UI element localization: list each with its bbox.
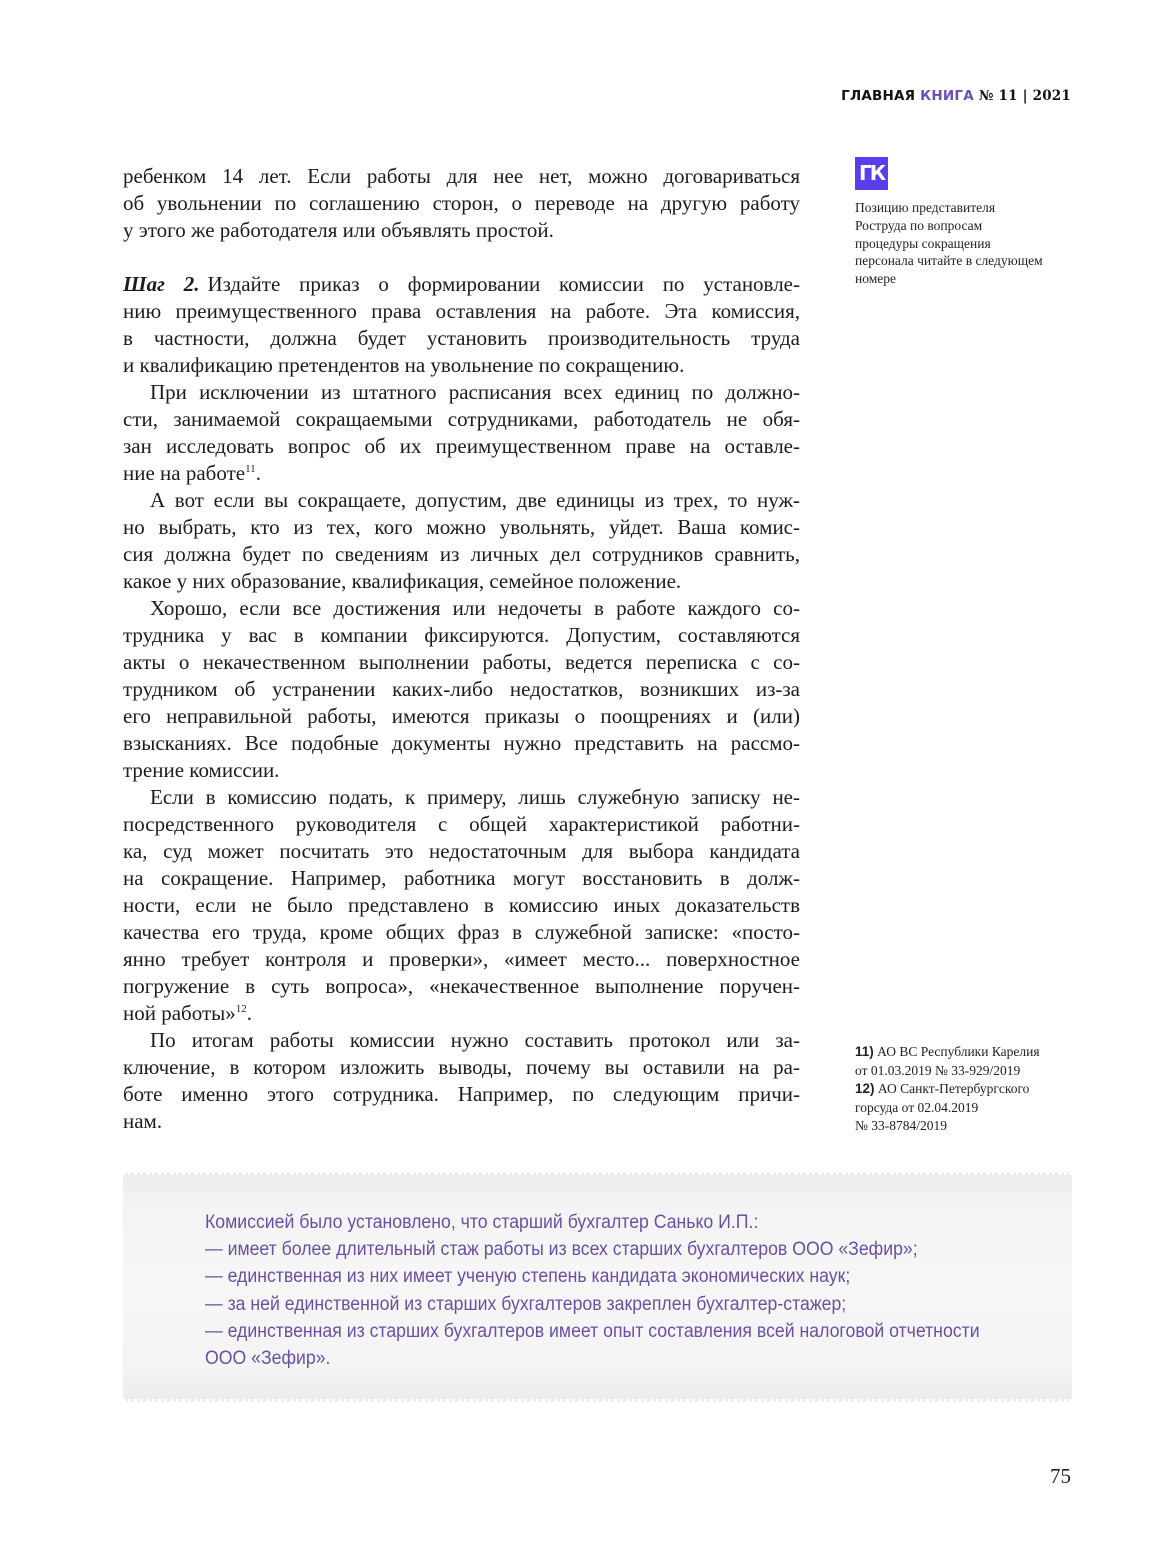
footnote-text: горсуда от 02.04.2019 <box>855 1099 979 1115</box>
paragraph-line <box>123 865 800 892</box>
note-line: Позицию представителя <box>855 200 996 215</box>
line-text: янно требует контроля и проверки», «имеет место... поверхностное <box>123 947 800 971</box>
line-text: По итогам работы комиссии нужно составить протокол или за- <box>150 1028 800 1052</box>
paragraph-line <box>123 946 800 973</box>
paragraph-line <box>123 217 800 244</box>
footnote-ref: 12 <box>235 1003 247 1015</box>
paragraph-line <box>123 973 800 1000</box>
brand-name-part1: ГЛАВНАЯ <box>841 88 916 104</box>
line-text: ка, суд может посчитать это недостаточным для выбора кандидата <box>123 839 800 863</box>
line-text: ребенком 14 лет. Если работы для нее нет, можно договариваться <box>123 164 800 188</box>
line-text: зан исследовать вопрос об их преимущественном праве на оставле- <box>123 434 800 458</box>
note-line: Роструда по вопросам <box>855 217 983 233</box>
note-line: персонала читайте в следующем <box>855 253 1043 269</box>
paragraph-line <box>123 568 800 595</box>
line-text: трудника у вас в компании фиксируются. Допустим, составляются <box>123 623 800 647</box>
paragraph-line <box>123 271 800 298</box>
paragraph-line <box>123 541 800 568</box>
line-text: у этого же работодателя или объявлять простой. <box>123 218 554 242</box>
line-text: взысканиях. Все подобные документы нужно представить на рассмо- <box>123 731 800 755</box>
line-text: Хорошо, если все достижения или недочеты в работе каждого со- <box>150 596 800 620</box>
line-text: сти, занимаемой сокращаемыми сотрудниками, работодатель не обя- <box>123 407 800 431</box>
example-line: — единственная из них имеет ученую степень кандидата экономических наук; <box>205 1266 851 1288</box>
paragraph-line <box>123 811 800 838</box>
paragraph-line <box>123 325 800 352</box>
line-text: его неправильной работы, имеются приказы о поощрениях и (или) <box>123 704 800 728</box>
footnote-text: № 33-8784/2019 <box>855 1118 948 1133</box>
line-text: трудником об устранении каких-либо недостатков, возникших из-за <box>123 677 800 701</box>
paragraph-line <box>123 163 800 190</box>
line-text: трение комиссии. <box>123 758 280 782</box>
footnote-line <box>855 1062 1085 1081</box>
line-text: Издайте приказ о формировании комиссии по установле- <box>207 272 800 296</box>
paragraph-line <box>123 757 800 784</box>
paragraph-line <box>123 487 800 514</box>
page-number: 75 <box>1050 1464 1071 1488</box>
paragraph-line <box>123 514 800 541</box>
line-text: на сокращение. Например, работника могут восстановить в долж- <box>123 866 800 890</box>
example-line: — за ней единственной из старших бухгалтеров закреплен бухгалтер-стажер; <box>205 1293 847 1315</box>
spacer <box>123 244 800 271</box>
line-text: в частности, должна будет установить производительность труда <box>123 326 800 350</box>
footnote-text: АО Санкт-Петербургского <box>877 1081 1030 1096</box>
line-text: акты о некачественном выполнении работы, ведется переписка с со- <box>123 650 800 674</box>
line-text: А вот если вы сокращаете, допустим, две единицы из трех, то нуж- <box>150 488 800 512</box>
step-label: Шаг 2. <box>123 272 200 296</box>
paragraph-line <box>123 1108 800 1135</box>
paragraph-line <box>123 190 800 217</box>
brand-name-part2: КНИГА <box>920 88 974 104</box>
paragraph-line <box>123 1027 800 1054</box>
line-text: но выбрать, кто из тех, кого можно увольнять, уйдет. Ваша комис- <box>123 515 800 539</box>
line-text: При исключении из штатного расписания всех единиц по должно- <box>150 380 800 404</box>
paragraph-line <box>123 703 800 730</box>
example-line: — имеет более длительный стаж работы из всех старших бухгалтеров ООО «Зефир»; <box>205 1239 918 1261</box>
example-text <box>205 1209 980 1372</box>
example-line: — единственная из старших бухгалтеров имеет опыт составления всей налоговой отчетности <box>205 1320 980 1342</box>
line-text: Если в комиссию подать, к примеру, лишь служебную записку не- <box>150 785 800 809</box>
line-text: посредственного руководителя с общей характеристикой работни- <box>123 812 800 836</box>
line-text: ной работы» <box>123 1001 236 1025</box>
paragraph-line <box>123 352 800 379</box>
paragraph-line <box>123 676 800 703</box>
paragraph-line <box>123 1054 800 1081</box>
paragraph-line <box>123 433 800 460</box>
line-text: ние на работе <box>123 461 246 485</box>
paragraph-line <box>123 595 800 622</box>
example-line: ООО «Зефир». <box>205 1348 331 1370</box>
footnote-line <box>855 1043 1085 1062</box>
paragraph-line <box>123 838 800 865</box>
footnote-line <box>855 1099 1085 1118</box>
paragraph-line <box>123 649 800 676</box>
line-text: ности, если не было представлено в комиссию иных доказательств <box>123 893 800 917</box>
footnote-line <box>855 1080 1085 1099</box>
issue-number: № 11 | 2021 <box>978 88 1071 104</box>
line-text: нию преимущественного права оставления на работе. Эта комиссия, <box>123 299 800 323</box>
paragraph-line <box>123 622 800 649</box>
footnote-text: от 01.03.2019 № 33-929/2019 <box>855 1062 1021 1078</box>
article-body <box>123 163 800 1135</box>
line-text: сия должна будет по сведениям из личных дел сотрудников сравнить, <box>123 542 800 566</box>
paragraph-line: ной работы»$^{12}$. <box>123 1001 252 1025</box>
paragraph-line <box>123 406 800 433</box>
running-header <box>841 88 1071 104</box>
line-text: какое у них образование, квалификация, семейное положение. <box>123 569 682 593</box>
paragraph-line: ние на работе$^{11}$. <box>123 461 261 485</box>
paragraph-line <box>123 1081 800 1108</box>
paragraph-line <box>123 298 800 325</box>
paragraph-line <box>123 892 800 919</box>
line-text: качества его труда, кроме общих фраз в служебной записке: «посто- <box>123 920 800 944</box>
footnote-text: АО ВС Республики Карелия <box>877 1044 1040 1059</box>
line-text: ключение, в котором изложить выводы, почему вы оставили на ра- <box>123 1055 800 1079</box>
sidebar-note <box>855 199 1085 288</box>
example-line: Комиссией было установлено, что старший бухгалтер Санько И.П.: <box>205 1212 759 1233</box>
line-text: нам. <box>123 1109 163 1133</box>
paragraph-line <box>123 919 800 946</box>
footnote-number: 12) <box>855 1081 875 1096</box>
footnote-ref: 11 <box>245 463 256 475</box>
logo-text: ГК <box>858 161 885 185</box>
footnotes <box>855 1043 1085 1136</box>
line-text: и квалификацию претендентов на увольнение по сокращению. <box>123 353 685 377</box>
note-line: процедуры сокращения <box>855 235 991 251</box>
paragraph-line <box>123 730 800 757</box>
note-line: номере <box>855 271 896 287</box>
paragraph-line <box>123 784 800 811</box>
footnote-number: 11) <box>855 1044 874 1059</box>
footnote-line <box>855 1117 1085 1136</box>
line-text: об увольнении по соглашению сторон, о переводе на другую работу <box>123 191 800 215</box>
line-text: боте именно этого сотрудника. Например, по следующим причи- <box>123 1082 800 1106</box>
gk-logo-icon <box>855 157 888 190</box>
example-box <box>123 1172 1072 1402</box>
paragraph-line <box>123 379 800 406</box>
line-text: погружение в суть вопроса», «некачественное выполнение поручен- <box>123 974 800 998</box>
